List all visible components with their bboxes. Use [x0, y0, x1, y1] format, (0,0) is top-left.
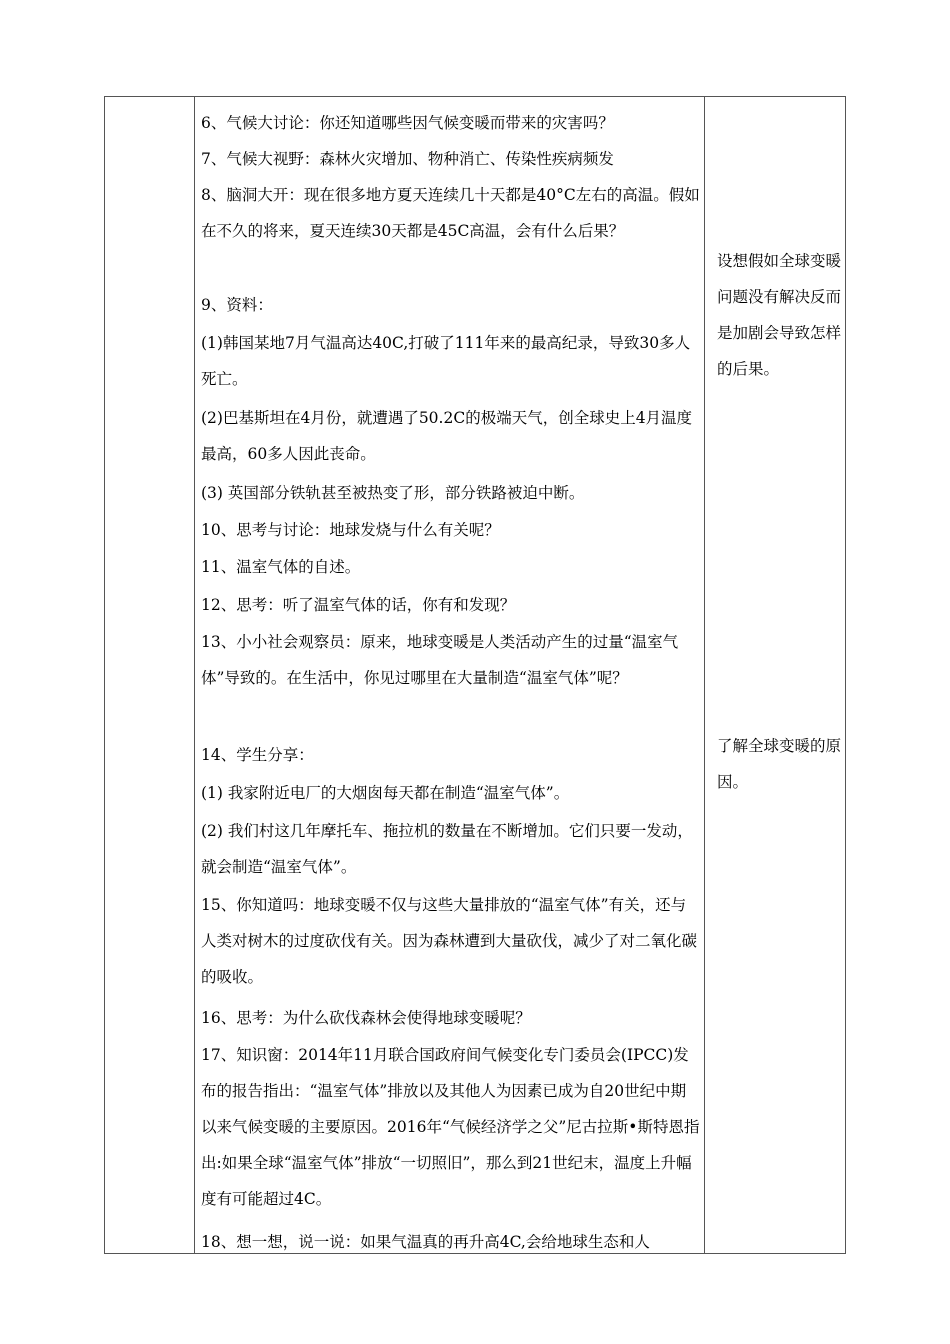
paragraph-17: 17、知识窗：2014年11月联合国政府间气候变化专门委员会(IPCC)发布的报告指出：“温室气体”排放以及其他人为因素已成为自20世纪中期以来气候变暖的主要原因。2016年“气候经济学之父”尼古拉斯•斯特恩指出:如果全球“温室气体”排放“一切照旧”，那么到21世纪末，温度上升幅度有可能超过4C。 [201, 1046, 700, 1208]
teaching-process-cell [201, 97, 701, 1253]
side-note-causes: 了解全球变暖的原因。 [717, 737, 842, 791]
paragraph-14: 14、学生分享： [201, 746, 314, 764]
paragraph-9-1: (1)韩国某地7月气温高达40C,打破了111年来的最高纪录，导致30多人死亡。 [201, 334, 691, 388]
paragraph-9-3: (3) 英国部分铁轨甚至被热变了形，部分铁路被迫中断。 [201, 484, 585, 502]
paragraph-14-2: (2) 我们村这几年摩托车、拖拉机的数量在不断增加。它们只要一发动，就会制造“温室气体”。 [201, 822, 693, 876]
lesson-table [104, 96, 846, 1254]
paragraph-15: 15、你知道吗：地球变暖不仅与这些大量排放的“温室气体”有关，还与人类对树木的过度砍伐有关。因为森林遭到大量砍伐，减少了对二氧化碳的吸收。 [201, 896, 698, 986]
paragraph-8: 8、脑洞大开：现在很多地方夏天连续几十天都是40°C左右的高温。假如在不久的将来，夏天连续30天都是45C高温，会有什么后果？ [201, 186, 700, 240]
paragraph-13: 13、小小社会观察员：原来，地球变暖是人类活动产生的过量“温室气体”导致的。在生活中，你见过哪里在大量制造“温室气体”呢？ [201, 633, 679, 687]
side-note-consequences: 设想假如全球变暖问题没有解决反而是加剧会导致怎样的后果。 [717, 252, 842, 378]
design-intent-cell [717, 97, 841, 1253]
paragraph-11: 11、温室气体的自述。 [201, 558, 361, 576]
paragraph-9-2: (2)巴基斯坦在4月份，就遭遇了50.2C的极端天气，创全球史上4月温度最高，60多人因此丧命。 [201, 409, 693, 463]
column-divider [704, 97, 705, 1253]
paragraph-7: 7、气候大视野：森林火灾增加、物种消亡、传染性疾病频发 [201, 150, 614, 168]
column-divider [194, 97, 195, 1253]
paragraph-16: 16、思考：为什么砍伐森林会使得地球变暖呢？ [201, 1009, 531, 1027]
paragraph-9: 9、资料： [201, 296, 273, 314]
paragraph-6: 6、气候大讨论：你还知道哪些因气候变暖而带来的灾害吗？ [201, 114, 614, 132]
paragraph-12: 12、思考：听了温室气体的话，你有和发现？ [201, 596, 516, 614]
paragraph-10: 10、思考与讨论：地球发烧与什么有关呢？ [201, 521, 500, 539]
paragraph-18: 18、想一想，说一说：如果气温真的再升高4C,会给地球生态和人 [201, 1233, 650, 1251]
paragraph-14-1: (1) 我家附近电厂的大烟囱每天都在制造“温室气体”。 [201, 784, 570, 802]
